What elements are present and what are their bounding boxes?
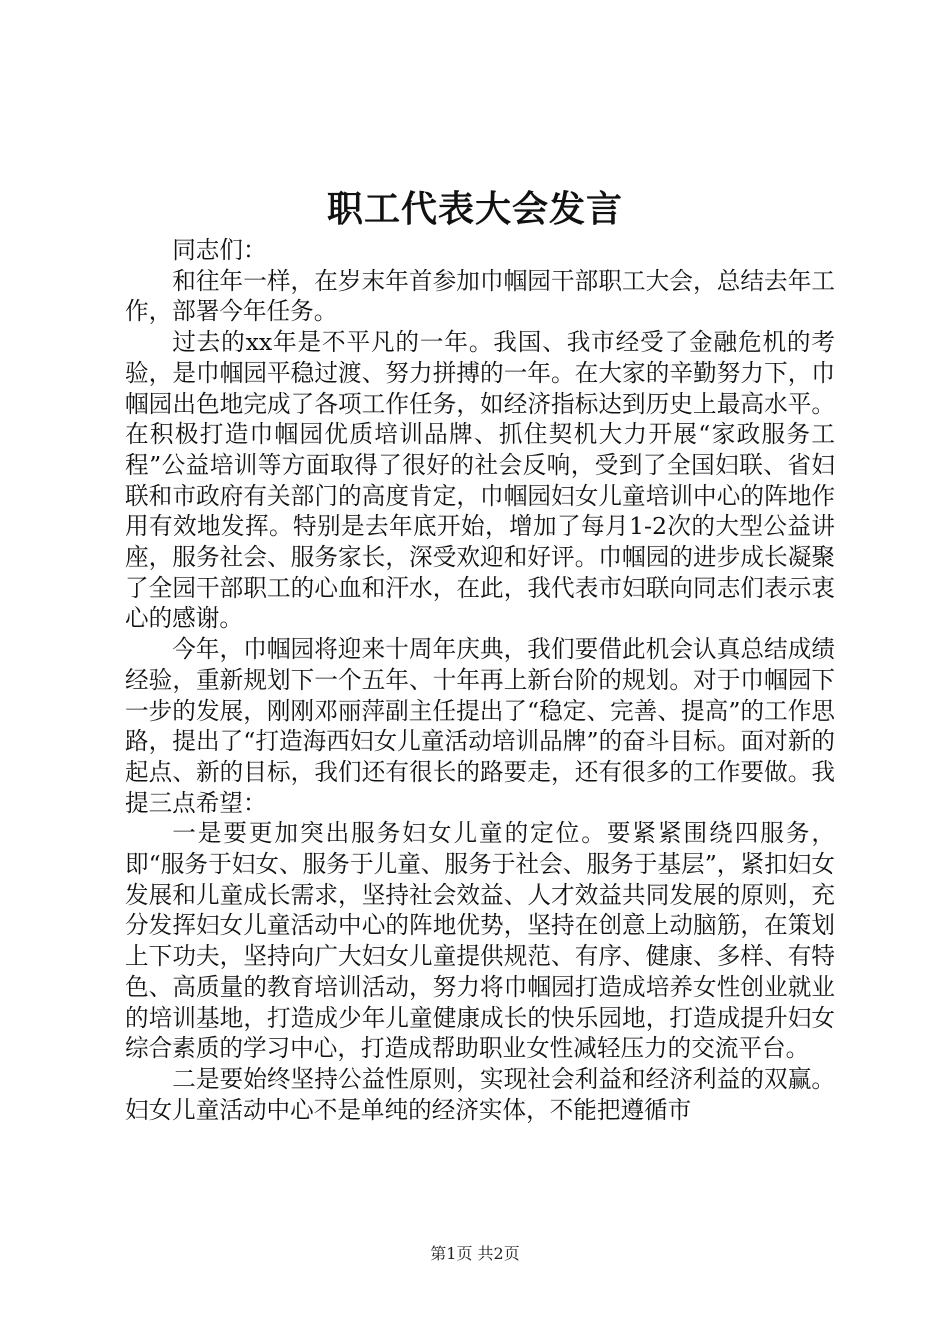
paragraph-2: 过去的xx年是不平凡的一年。我国、我市经受了金融危机的考验，是巾帼园平稳过渡、努力拼搏的一年。在大家的辛勤努力下，巾帼园出色地完成了各项工作任务，如经济指标达到历史上最高水平。在积极打造巾帼园优质培训品牌、抓住契机大力开展“家政服务工程”公益培训等方面取得了很好的社会反响，受到了全国妇联、省妇联和市政府有关部门的高度肯定，巾帼园妇女儿童培训中心的阵地作用有效地发挥。特别是去年底开始，增加了每月1-2次的大型公益讲座，服务社会、服务家长，深受欢迎和好评。巾帼园的进步成长凝聚了全园干部职工的心血和汗水，在此，我代表市妇联向同志们表示衷心的感谢。: [125, 328, 835, 633]
document-body: [125, 235, 835, 1125]
paragraph-1: 和往年一样，在岁末年首参加巾帼园干部职工大会，总结去年工作，部署今年任务。: [125, 266, 835, 326]
greeting: 同志们：: [172, 236, 267, 264]
paragraph-5: 二是要始终坚持公益性原则，实现社会利益和经济利益的双赢。妇女儿童活动中心不是单纯的经济实体，不能把遵循市: [125, 1064, 835, 1124]
paragraph-3: 今年，巾帼园将迎来十周年庆典，我们要借此机会认真总结成绩经验，重新规划下一个五年、十年再上新台阶的规划。对于巾帼园下一步的发展，刚刚邓丽萍副主任提出了“稳定、完善、提高”的工作思路，提出了“打造海西妇女儿童活动培训品牌”的奋斗目标。面对新的起点、新的目标，我们还有很长的路要走，还有很多的工作要做。我提三点希望：: [125, 635, 835, 817]
document-title: 职工代表大会发言: [326, 188, 623, 230]
paragraph-4: 一是要更加突出服务妇女儿童的定位。要紧紧围绕四服务，即“服务于妇女、服务于儿童、服务于社会、服务于基层”，紧扣妇女发展和儿童成长需求，坚持社会效益、人才效益共同发展的原则，充分发挥妇女儿童活动中心的阵地优势，坚持在创意上动脑筋，在策划上下功夫，坚持向广大妇女儿童提供规范、有序、健康、多样、有特色、高质量的教育培训活动，努力将巾帼园打造成培养女性创业就业的培训基地，打造成少年儿童健康成长的快乐园地，打造成提升妇女综合素质的学习中心，打造成帮助职业女性减轻压力的交流平台。: [125, 819, 835, 1063]
page-footer: 第1页 共2页: [430, 1244, 520, 1263]
